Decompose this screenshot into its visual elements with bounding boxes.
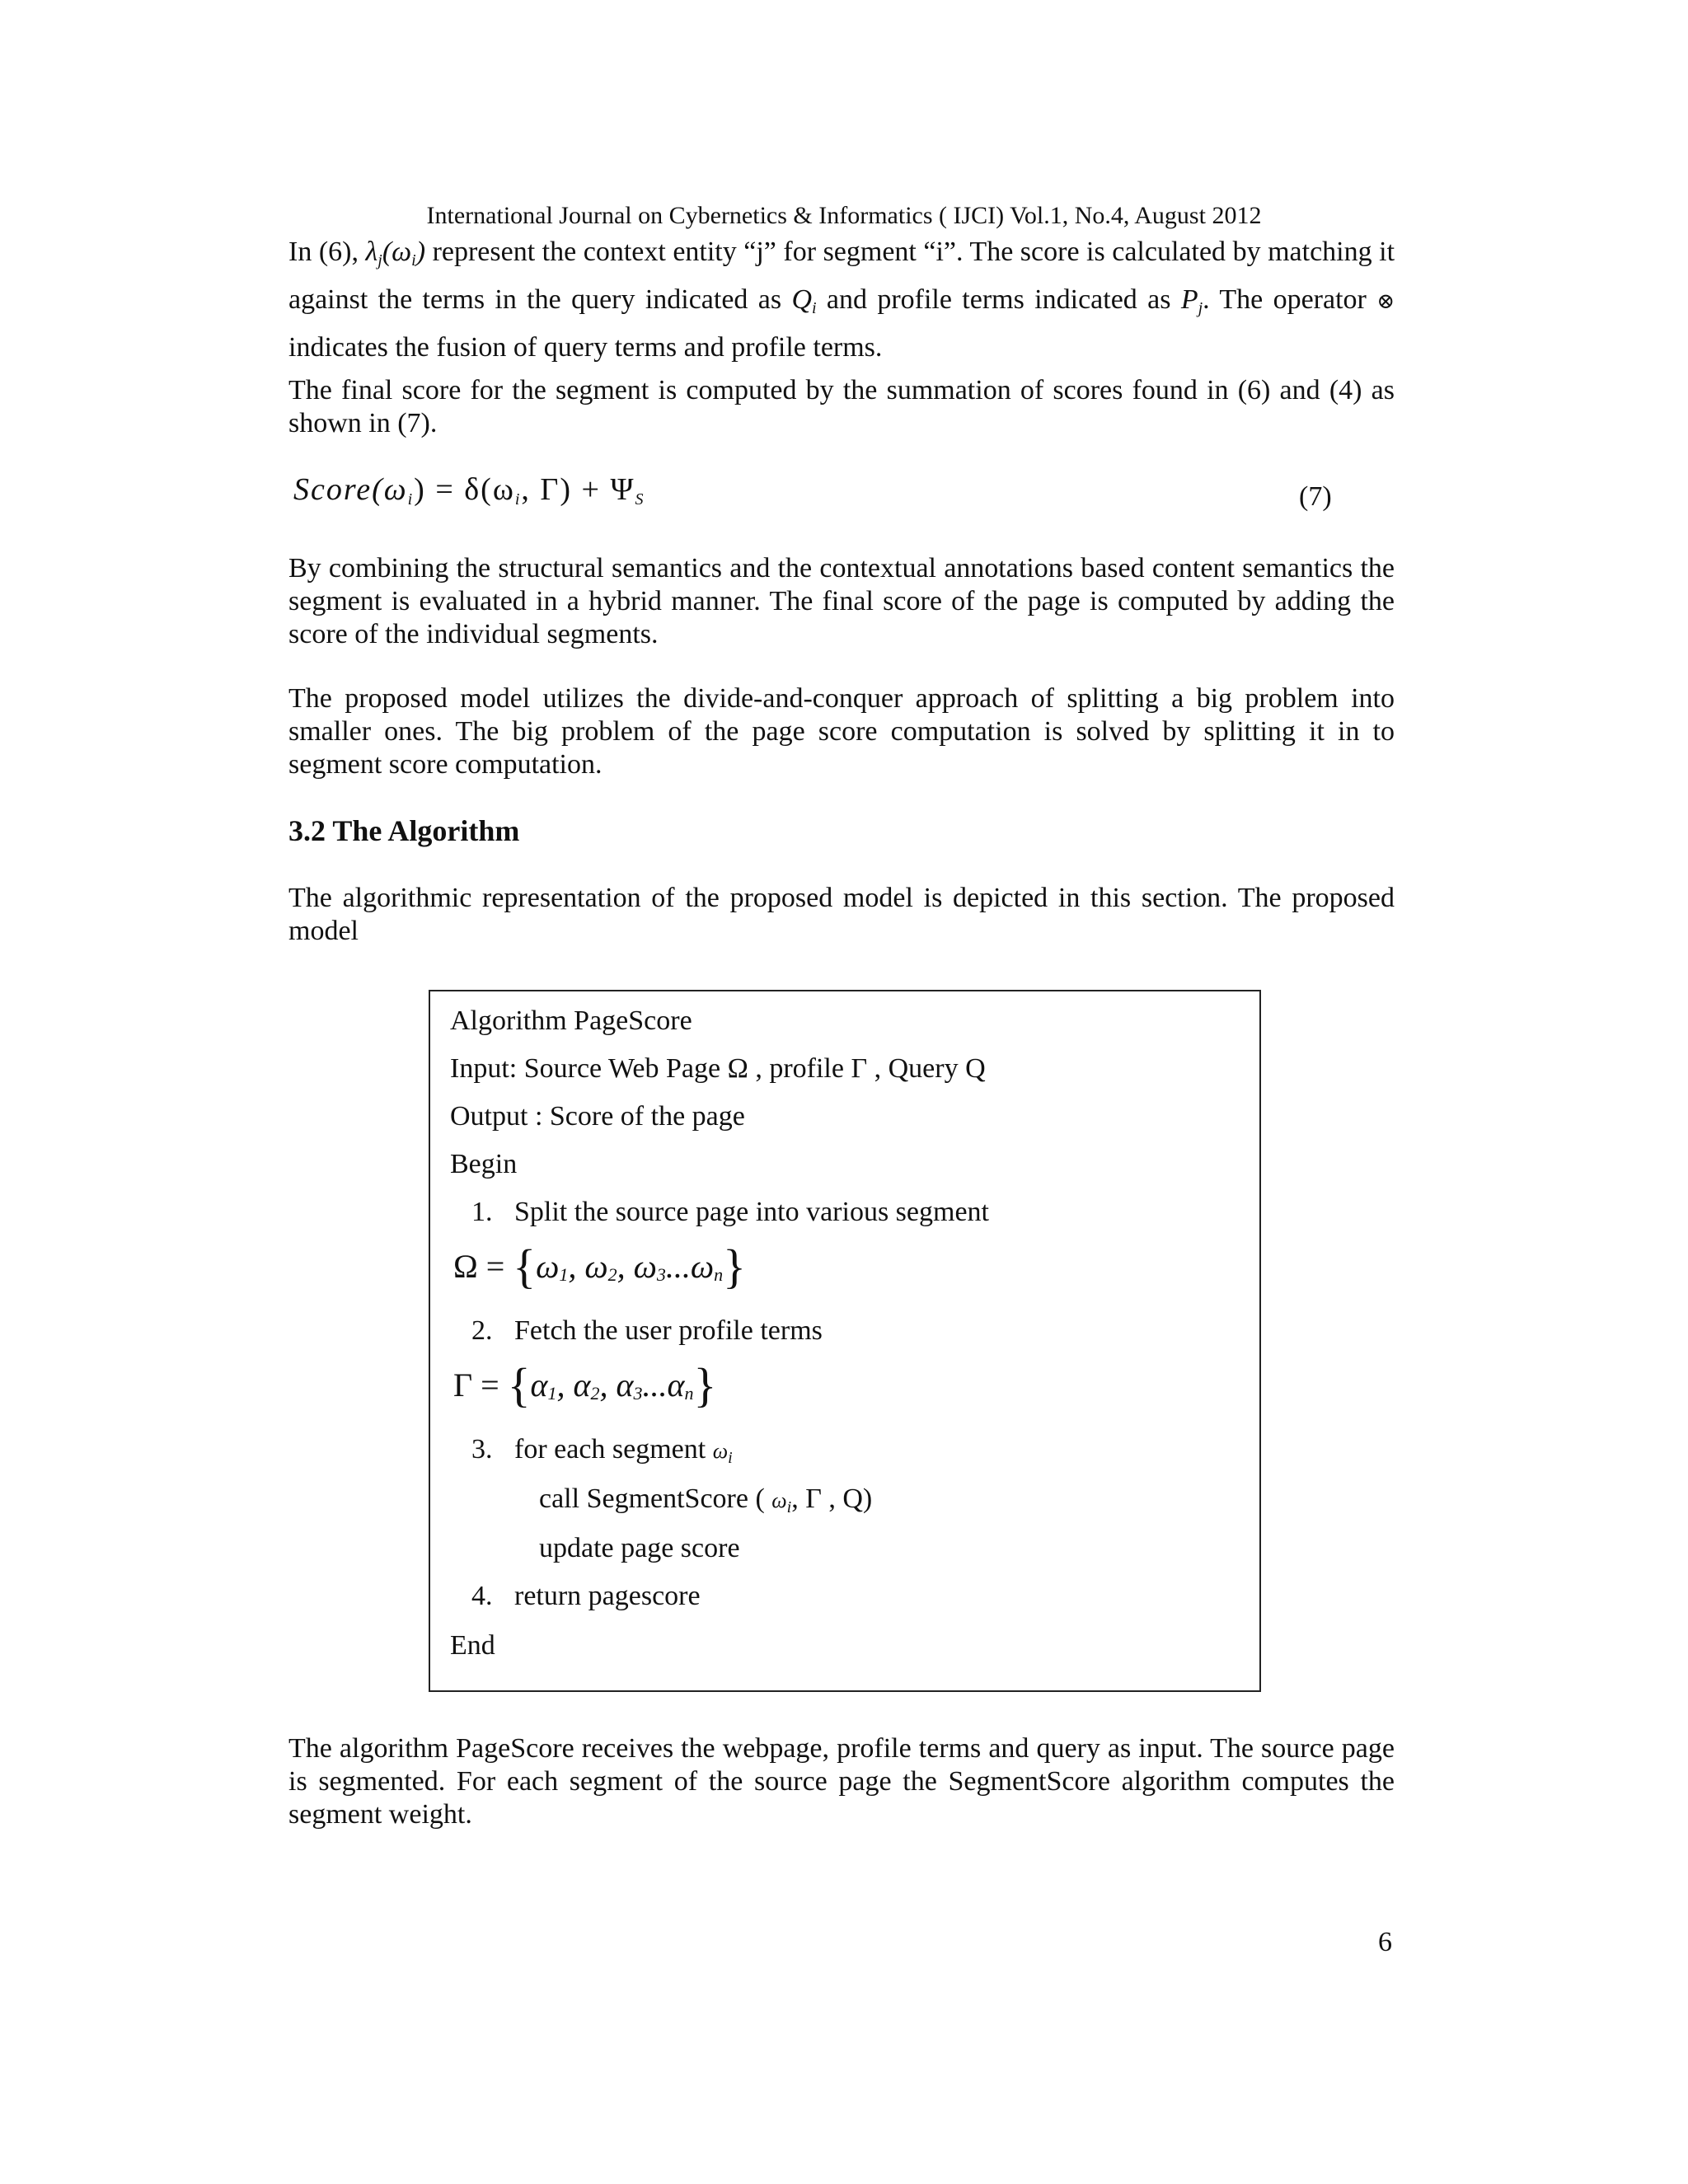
eq7-psi-subscript: S bbox=[635, 490, 645, 509]
p1-text-5: indicates the fusion of query terms and profile terms. bbox=[288, 332, 883, 363]
query-symbol bbox=[791, 284, 816, 315]
p-char: P bbox=[1180, 284, 1198, 315]
eq7-rest: , Γ) + Ψ bbox=[521, 472, 635, 507]
segment-set-equation bbox=[453, 1239, 746, 1294]
journal-header: International Journal on Cybernetics & Informatics ( IJCI) Vol.1, No.4, August 2012 bbox=[426, 202, 1262, 229]
set2-lhs: Γ = bbox=[453, 1366, 499, 1404]
profile-set-equation bbox=[453, 1357, 716, 1413]
q-subscript: i bbox=[812, 299, 817, 317]
set1-elem-3: , ω bbox=[617, 1248, 657, 1285]
step-4-number: 4. bbox=[471, 1581, 493, 1611]
paragraph-hybrid: By combining the structural semantics and the contextual annotations based content semantics the segment is evaluated in a hybrid manner. The final score of the page is computed by adding the score of the individual segments. bbox=[288, 553, 1395, 649]
step-3-omega-char: ω bbox=[712, 1439, 729, 1463]
lambda-char: λ bbox=[365, 237, 378, 267]
equation-number: (7) bbox=[1299, 481, 1332, 512]
algorithm-box bbox=[429, 990, 1261, 1692]
call-omega bbox=[771, 1488, 792, 1516]
call-suffix: , Γ , Q) bbox=[791, 1483, 873, 1514]
p1-text-1: In (6), bbox=[288, 237, 359, 267]
eq7-lhs: Score(ω bbox=[293, 472, 408, 507]
otimes-operator: ⊗ bbox=[1376, 289, 1395, 313]
lambda-subscript: j bbox=[377, 251, 382, 269]
step-2-number: 2. bbox=[471, 1315, 493, 1346]
set2-sub-2: 2 bbox=[590, 1383, 600, 1404]
set2-elem-2: , α bbox=[556, 1366, 591, 1404]
lambda-arg-subscript: i bbox=[411, 251, 416, 269]
set1-right-brace: } bbox=[723, 1240, 746, 1293]
set1-sub-n: n bbox=[714, 1264, 724, 1285]
paragraph-algorithm-summary: The algorithm PageScore receives the webpage, profile terms and query as input. The source page is segmented. For each segment of the source page the SegmentScore algorithm computes the segment weight. bbox=[288, 1733, 1395, 1830]
step-3-label: for each segment bbox=[514, 1434, 706, 1465]
lambda-symbol bbox=[366, 237, 426, 267]
call-segment-score bbox=[539, 1483, 872, 1524]
set2-elem-1: α bbox=[530, 1366, 548, 1404]
p1-text-4: . The operator bbox=[1203, 284, 1367, 315]
call-omega-char: ω bbox=[771, 1488, 787, 1512]
eq7-lhs-subscript: i bbox=[407, 490, 415, 509]
algorithm-output: Output : Score of the page bbox=[450, 1101, 745, 1132]
set2-left-brace: { bbox=[507, 1358, 531, 1412]
step-2-text: Fetch the user profile terms bbox=[514, 1315, 823, 1346]
step-4-text: return pagescore bbox=[514, 1581, 701, 1611]
set1-elem-1: ω bbox=[536, 1248, 560, 1285]
set1-sub-3: 3 bbox=[656, 1264, 666, 1285]
set2-sub-1: 1 bbox=[547, 1383, 557, 1404]
paragraph-context-entity bbox=[288, 232, 1395, 368]
update-page-score: update page score bbox=[539, 1533, 740, 1563]
set1-sub-2: 2 bbox=[607, 1264, 617, 1285]
algorithm-input: Input: Source Web Page Ω , profile Γ , Query Q bbox=[450, 1053, 986, 1084]
lambda-arg: (ω bbox=[382, 237, 412, 267]
p1-text-2: represent the context entity “j” for segment “i”. The score is calculated by matching it against the terms in the query indicated as bbox=[288, 237, 1395, 315]
step-3-number: 3. bbox=[471, 1434, 493, 1465]
set2-sub-n: n bbox=[684, 1383, 694, 1404]
set2-right-brace: } bbox=[693, 1358, 717, 1412]
step-3-text bbox=[514, 1433, 733, 1474]
eq7-mid: ) = δ(ω bbox=[414, 472, 515, 507]
set1-elem-n: ...ω bbox=[665, 1248, 715, 1285]
equation-7 bbox=[293, 471, 645, 509]
page-number: 6 bbox=[1378, 1927, 1392, 1957]
q-char: Q bbox=[791, 284, 812, 315]
set1-elem-2: , ω bbox=[568, 1248, 608, 1285]
paragraph-divide-conquer: The proposed model utilizes the divide-and-conquer approach of splitting a big problem into smaller ones. The big problem of the page score computation is solved by splitting it in to segment score computation. bbox=[288, 683, 1395, 780]
paragraph-final-score: The final score for the segment is computed by the summation of scores found in (6) and (4) as shown in (7). bbox=[288, 375, 1395, 438]
eq7-mid-subscript: i bbox=[514, 490, 522, 509]
step-1-number: 1. bbox=[471, 1197, 493, 1227]
algorithm-title: Algorithm PageScore bbox=[450, 1005, 692, 1036]
set2-elem-n: ...α bbox=[642, 1366, 685, 1404]
set1-left-brace: { bbox=[513, 1240, 537, 1293]
set2-sub-3: 3 bbox=[633, 1383, 643, 1404]
set2-elem-3: , α bbox=[599, 1366, 634, 1404]
paragraph-algorithm-intro: The algorithmic representation of the proposed model is depicted in this section. The proposed model bbox=[288, 883, 1395, 946]
call-prefix: call SegmentScore ( bbox=[539, 1483, 765, 1514]
section-heading: 3.2 The Algorithm bbox=[288, 814, 520, 847]
lambda-close: ) bbox=[415, 237, 426, 267]
step-3-omega bbox=[712, 1439, 733, 1467]
p1-text-3: and profile terms indicated as bbox=[826, 284, 1171, 315]
set1-lhs: Ω = bbox=[453, 1248, 505, 1285]
profile-symbol bbox=[1181, 284, 1203, 315]
step-1-text: Split the source page into various segment bbox=[514, 1197, 989, 1227]
set1-sub-1: 1 bbox=[559, 1264, 569, 1285]
algorithm-begin: Begin bbox=[450, 1149, 518, 1179]
p-subscript: j bbox=[1198, 299, 1203, 317]
call-omega-sub: i bbox=[786, 1498, 792, 1516]
algorithm-end: End bbox=[450, 1630, 495, 1661]
step-3-omega-sub: i bbox=[728, 1449, 733, 1467]
